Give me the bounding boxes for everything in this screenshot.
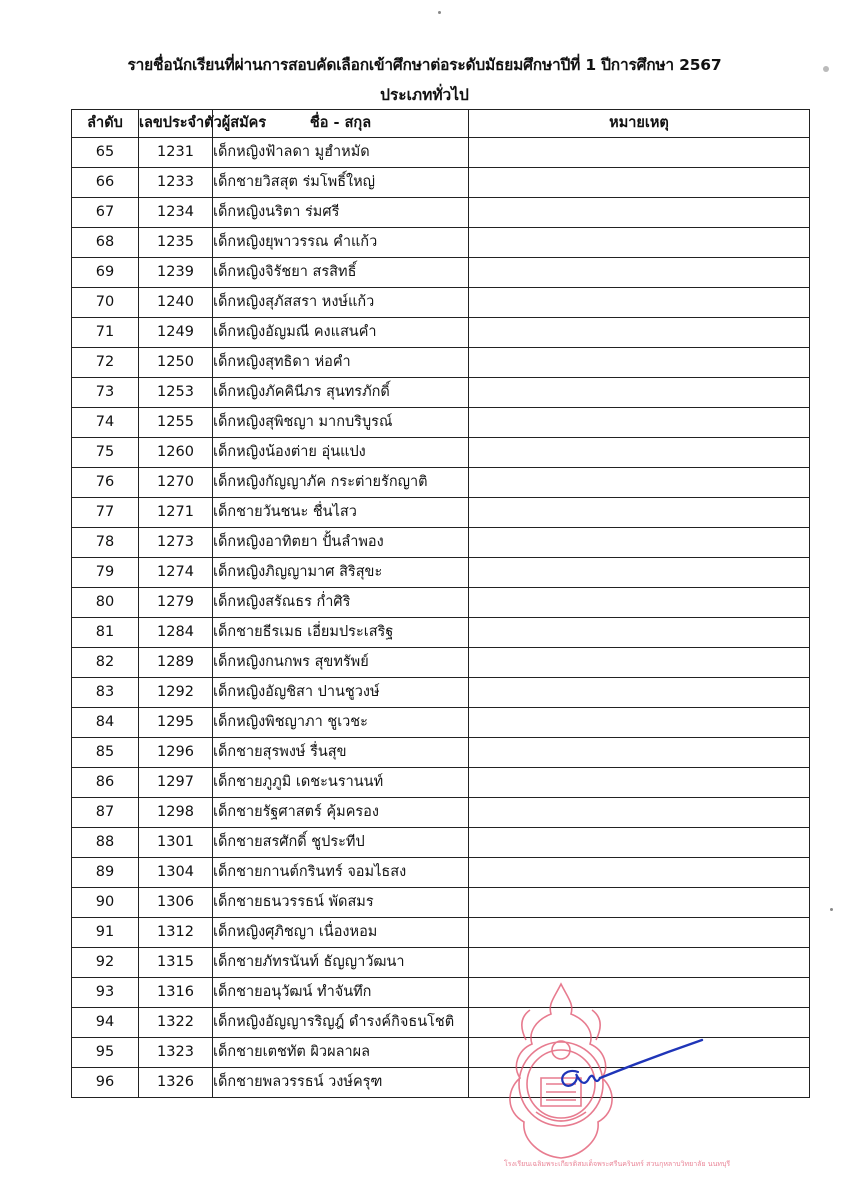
- row-remark: [469, 168, 810, 198]
- row-remark: [469, 798, 810, 828]
- table-row: [72, 798, 810, 828]
- row-remark: [469, 408, 810, 438]
- table-row: [72, 228, 810, 258]
- header-name: ชื่อ - สกุล: [213, 110, 469, 138]
- row-application-number: 1315: [139, 948, 213, 978]
- row-order: 92: [72, 948, 139, 978]
- row-order: 96: [72, 1068, 139, 1098]
- row-order: 81: [72, 618, 139, 648]
- document-title: รายชื่อนักเรียนที่ผ่านการสอบคัดเลือกเข้าศึกษาต่อระดับมัธยมศึกษาปีที่ 1 ปีการศึกษา 2567: [127, 56, 722, 74]
- header-order: ลำดับ: [72, 110, 139, 138]
- seal-text: โรงเรียนเฉลิมพระเกียรติสมเด็จพระศรีนครินทร์ สวนกุหลาบวิทยาลัย นนทบุรี: [504, 1160, 731, 1168]
- row-order: 93: [72, 978, 139, 1008]
- table-row: [72, 288, 810, 318]
- row-order: 86: [72, 768, 139, 798]
- table-row: [72, 978, 810, 1008]
- row-remark: [469, 888, 810, 918]
- row-order: 75: [72, 438, 139, 468]
- row-student-name: เด็กหญิงสรัณธร ก่ำศิริ: [213, 588, 469, 618]
- row-application-number: 1306: [139, 888, 213, 918]
- header-application-number: เลขประจำตัวผู้สมัคร: [139, 110, 213, 138]
- row-student-name: เด็กชายรัฐศาสตร์ คุ้มครอง: [213, 798, 469, 828]
- row-student-name: เด็กหญิงนริตา ร่มศรี: [213, 198, 469, 228]
- table-row: [72, 768, 810, 798]
- table-body: [72, 138, 810, 1098]
- row-application-number: 1274: [139, 558, 213, 588]
- row-application-number: 1270: [139, 468, 213, 498]
- row-remark: [469, 978, 810, 1008]
- row-remark: [469, 528, 810, 558]
- row-application-number: 1235: [139, 228, 213, 258]
- row-remark: [469, 318, 810, 348]
- table-row: [72, 258, 810, 288]
- row-student-name: เด็กหญิงยุพาวรรณ คำแก้ว: [213, 228, 469, 258]
- row-application-number: 1260: [139, 438, 213, 468]
- table-row: [72, 888, 810, 918]
- row-remark: [469, 438, 810, 468]
- row-remark: [469, 858, 810, 888]
- table-row: [72, 1068, 810, 1098]
- table-row: [72, 948, 810, 978]
- scan-speck: [823, 66, 829, 72]
- row-student-name: เด็กหญิงอัญญารริญฎ์ ดำรงค์กิจธนโชติ: [213, 1008, 469, 1038]
- table-row: [72, 318, 810, 348]
- table-row: [72, 198, 810, 228]
- row-student-name: เด็กชายสุรพงษ์ รื่นสุข: [213, 738, 469, 768]
- table-row: [72, 858, 810, 888]
- row-application-number: 1289: [139, 648, 213, 678]
- row-application-number: 1284: [139, 618, 213, 648]
- row-application-number: 1292: [139, 678, 213, 708]
- row-application-number: 1279: [139, 588, 213, 618]
- row-application-number: 1233: [139, 168, 213, 198]
- row-remark: [469, 348, 810, 378]
- table-row: [72, 528, 810, 558]
- row-order: 70: [72, 288, 139, 318]
- row-order: 94: [72, 1008, 139, 1038]
- row-order: 67: [72, 198, 139, 228]
- row-remark: [469, 588, 810, 618]
- row-order: 82: [72, 648, 139, 678]
- row-student-name: เด็กหญิงภิญญามาศ สิริสุขะ: [213, 558, 469, 588]
- row-order: 90: [72, 888, 139, 918]
- row-student-name: เด็กชายกานต์กรินทร์ จอมไธสง: [213, 858, 469, 888]
- row-student-name: เด็กหญิงภัคคินีภร สุนทรภักดิ์: [213, 378, 469, 408]
- row-application-number: 1316: [139, 978, 213, 1008]
- document-subtitle: ประเภททั่วไป: [380, 86, 469, 104]
- row-application-number: 1253: [139, 378, 213, 408]
- row-application-number: 1323: [139, 1038, 213, 1068]
- row-remark: [469, 618, 810, 648]
- row-remark: [469, 738, 810, 768]
- row-student-name: เด็กหญิงศุภิชญา เนื่องหอม: [213, 918, 469, 948]
- row-order: 65: [72, 138, 139, 168]
- row-application-number: 1326: [139, 1068, 213, 1098]
- student-table: [71, 109, 810, 1098]
- table-row: [72, 588, 810, 618]
- row-application-number: 1240: [139, 288, 213, 318]
- row-application-number: 1239: [139, 258, 213, 288]
- table-row: [72, 438, 810, 468]
- row-student-name: เด็กหญิงน้องต่าย อุ่นแปง: [213, 438, 469, 468]
- row-order: 77: [72, 498, 139, 528]
- scan-speck: [438, 11, 441, 14]
- row-student-name: เด็กชายเตชทัต ผิวผลาผล: [213, 1038, 469, 1068]
- row-order: 84: [72, 708, 139, 738]
- row-application-number: 1296: [139, 738, 213, 768]
- row-order: 88: [72, 828, 139, 858]
- table-row: [72, 918, 810, 948]
- table-row: [72, 648, 810, 678]
- row-remark: [469, 1008, 810, 1038]
- table-row: [72, 498, 810, 528]
- row-order: 85: [72, 738, 139, 768]
- row-application-number: 1297: [139, 768, 213, 798]
- row-order: 69: [72, 258, 139, 288]
- row-remark: [469, 708, 810, 738]
- row-application-number: 1304: [139, 858, 213, 888]
- row-application-number: 1250: [139, 348, 213, 378]
- row-remark: [469, 1068, 810, 1098]
- table-row: [72, 558, 810, 588]
- row-order: 73: [72, 378, 139, 408]
- row-student-name: เด็กหญิงอัญมณี คงแสนคำ: [213, 318, 469, 348]
- row-order: 66: [72, 168, 139, 198]
- row-student-name: เด็กหญิงจิรัชยา สรสิทธิ์: [213, 258, 469, 288]
- table-row: [72, 168, 810, 198]
- row-student-name: เด็กชายอนุวัฒน์ ทำจันทึก: [213, 978, 469, 1008]
- row-remark: [469, 468, 810, 498]
- row-application-number: 1255: [139, 408, 213, 438]
- row-order: 72: [72, 348, 139, 378]
- row-remark: [469, 948, 810, 978]
- row-student-name: เด็กหญิงสุทธิดา ห่อคำ: [213, 348, 469, 378]
- header-remark: หมายเหตุ: [469, 110, 810, 138]
- row-application-number: 1231: [139, 138, 213, 168]
- row-student-name: เด็กหญิงพิชญาภา ชูเวชะ: [213, 708, 469, 738]
- row-student-name: เด็กหญิงอัญชิสา ปานชูวงษ์: [213, 678, 469, 708]
- row-application-number: 1322: [139, 1008, 213, 1038]
- row-student-name: เด็กชายธีรเมธ เอี่ยมประเสริฐ: [213, 618, 469, 648]
- row-remark: [469, 378, 810, 408]
- row-order: 74: [72, 408, 139, 438]
- row-remark: [469, 258, 810, 288]
- row-order: 71: [72, 318, 139, 348]
- row-order: 76: [72, 468, 139, 498]
- table-row: [72, 468, 810, 498]
- row-student-name: เด็กหญิงฟ้าลดา มูฮำหมัด: [213, 138, 469, 168]
- row-order: 80: [72, 588, 139, 618]
- row-student-name: เด็กหญิงสุภัสสรา หงษ์แก้ว: [213, 288, 469, 318]
- table-row: [72, 708, 810, 738]
- table-row: [72, 618, 810, 648]
- row-application-number: 1312: [139, 918, 213, 948]
- row-student-name: เด็กหญิงอาทิตยา ปั้นลำพอง: [213, 528, 469, 558]
- row-remark: [469, 198, 810, 228]
- row-student-name: เด็กชายธนวรรธน์ พัดสมร: [213, 888, 469, 918]
- row-application-number: 1234: [139, 198, 213, 228]
- table-row: [72, 348, 810, 378]
- row-student-name: เด็กชายพลวรรธน์ วงษ์ครุฑ: [213, 1068, 469, 1098]
- row-order: 68: [72, 228, 139, 258]
- row-remark: [469, 648, 810, 678]
- table-row: [72, 1008, 810, 1038]
- row-application-number: 1271: [139, 498, 213, 528]
- row-order: 83: [72, 678, 139, 708]
- row-remark: [469, 678, 810, 708]
- row-order: 95: [72, 1038, 139, 1068]
- table-row: [72, 378, 810, 408]
- row-student-name: เด็กชายภัทรนันท์ ธัญญาวัฒนา: [213, 948, 469, 978]
- table-row: [72, 138, 810, 168]
- row-order: 91: [72, 918, 139, 948]
- row-application-number: 1301: [139, 828, 213, 858]
- row-application-number: 1298: [139, 798, 213, 828]
- row-remark: [469, 228, 810, 258]
- row-student-name: เด็กชายภูภูมิ เดชะนรานนท์: [213, 768, 469, 798]
- row-order: 79: [72, 558, 139, 588]
- row-order: 87: [72, 798, 139, 828]
- row-student-name: เด็กหญิงกัญญาภัค กระต่ายรักญาติ: [213, 468, 469, 498]
- row-remark: [469, 1038, 810, 1068]
- table-row: [72, 738, 810, 768]
- row-remark: [469, 768, 810, 798]
- row-remark: [469, 828, 810, 858]
- row-remark: [469, 498, 810, 528]
- row-student-name: เด็กชายวิสสุต ร่มโพธิ์ใหญ่: [213, 168, 469, 198]
- row-application-number: 1249: [139, 318, 213, 348]
- scan-speck: [830, 908, 833, 911]
- row-remark: [469, 918, 810, 948]
- row-order: 89: [72, 858, 139, 888]
- row-application-number: 1273: [139, 528, 213, 558]
- table-row: [72, 678, 810, 708]
- row-application-number: 1295: [139, 708, 213, 738]
- table-row: [72, 408, 810, 438]
- table-header-row: [72, 110, 810, 138]
- row-student-name: เด็กหญิงกนกพร สุขทรัพย์: [213, 648, 469, 678]
- row-order: 78: [72, 528, 139, 558]
- row-student-name: เด็กหญิงสุพิชญา มากบริบูรณ์: [213, 408, 469, 438]
- row-student-name: เด็กชายวันชนะ ชื่นไสว: [213, 498, 469, 528]
- table-row: [72, 1038, 810, 1068]
- row-student-name: เด็กชายสรศักดิ์ ชูประทีป: [213, 828, 469, 858]
- table-row: [72, 828, 810, 858]
- row-remark: [469, 288, 810, 318]
- row-remark: [469, 558, 810, 588]
- row-remark: [469, 138, 810, 168]
